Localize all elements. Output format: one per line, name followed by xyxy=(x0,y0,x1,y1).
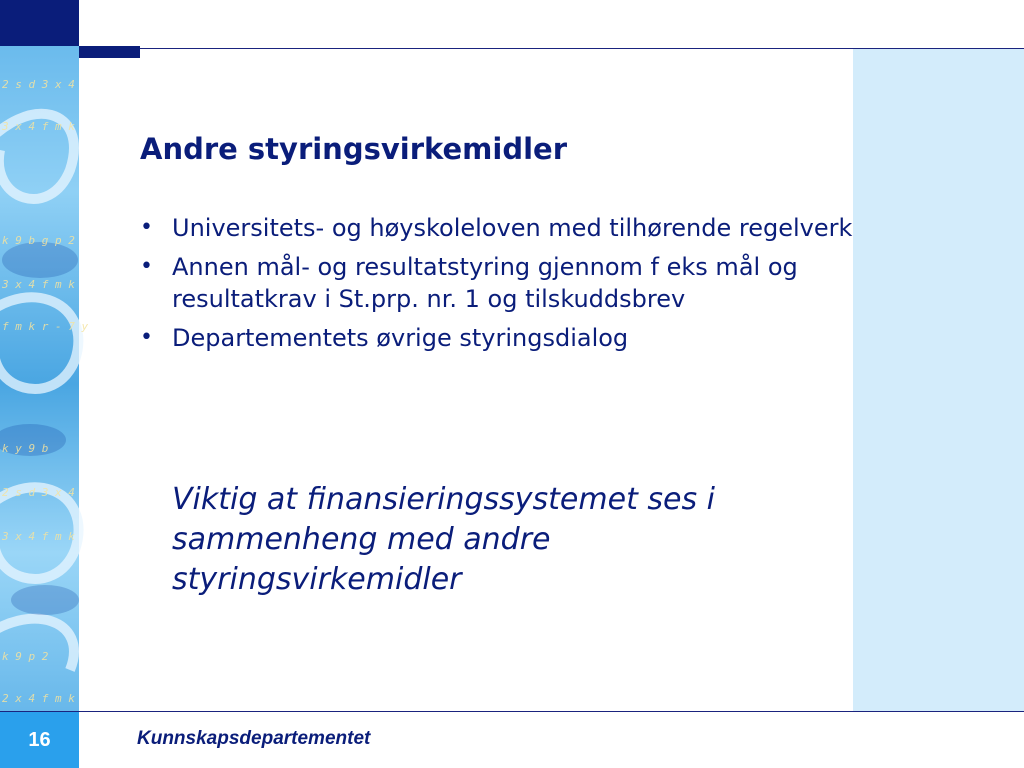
bullet-text: Annen mål- og resultatstyring gjennom f eks mål og resultatkrav i St.prp. nr. 1 og tilskuddsbrev xyxy=(172,253,798,313)
decor-text: k y 9 b xyxy=(2,442,49,455)
right-side-panel xyxy=(853,49,1024,711)
header-navy-block xyxy=(0,0,79,46)
decor-text: 3 x 4 f m k xyxy=(2,278,75,291)
decor-text: 3 x 4 f m k xyxy=(2,120,75,133)
slide-title: Andre styringsvirkemidler xyxy=(140,132,567,166)
footer-organization: Kunnskapsdepartementet xyxy=(137,728,371,749)
bullet-list xyxy=(138,212,853,361)
bullet-text: Departementets øvrige styringsdialog xyxy=(172,324,629,352)
page-number-badge xyxy=(0,712,79,768)
decor-text: 2 s d 3 x 4 xyxy=(2,78,75,91)
decor-text: 2 x 4 f m k xyxy=(2,692,75,705)
decor-text: f m k r - 7 y xyxy=(2,320,89,333)
list-item xyxy=(138,212,853,244)
footer-rule xyxy=(0,711,1024,712)
decorative-side-bar xyxy=(0,0,89,768)
page-number: 16 xyxy=(28,728,51,751)
decorative-swirl-graphic xyxy=(0,0,89,711)
bullet-icon: • xyxy=(140,215,153,240)
decor-text: 2 s d 3 x 4 xyxy=(2,486,75,499)
bullet-icon: • xyxy=(140,254,153,279)
header-accent-bar xyxy=(79,46,140,58)
list-item xyxy=(138,251,853,315)
decor-text: k 9 b g p 2 xyxy=(2,234,75,247)
emphasis-statement: Viktig at finansieringssystemet ses i sammenheng med andre styringsvirkemidler xyxy=(172,482,715,597)
list-item xyxy=(138,322,853,354)
decor-text: k 9 p 2 xyxy=(2,650,49,663)
bullet-icon: • xyxy=(140,325,153,350)
bullet-text: Universitets- og høyskoleloven med tilhørende regelverk xyxy=(172,214,853,242)
decor-text: 3 x 4 f m k xyxy=(2,530,75,543)
